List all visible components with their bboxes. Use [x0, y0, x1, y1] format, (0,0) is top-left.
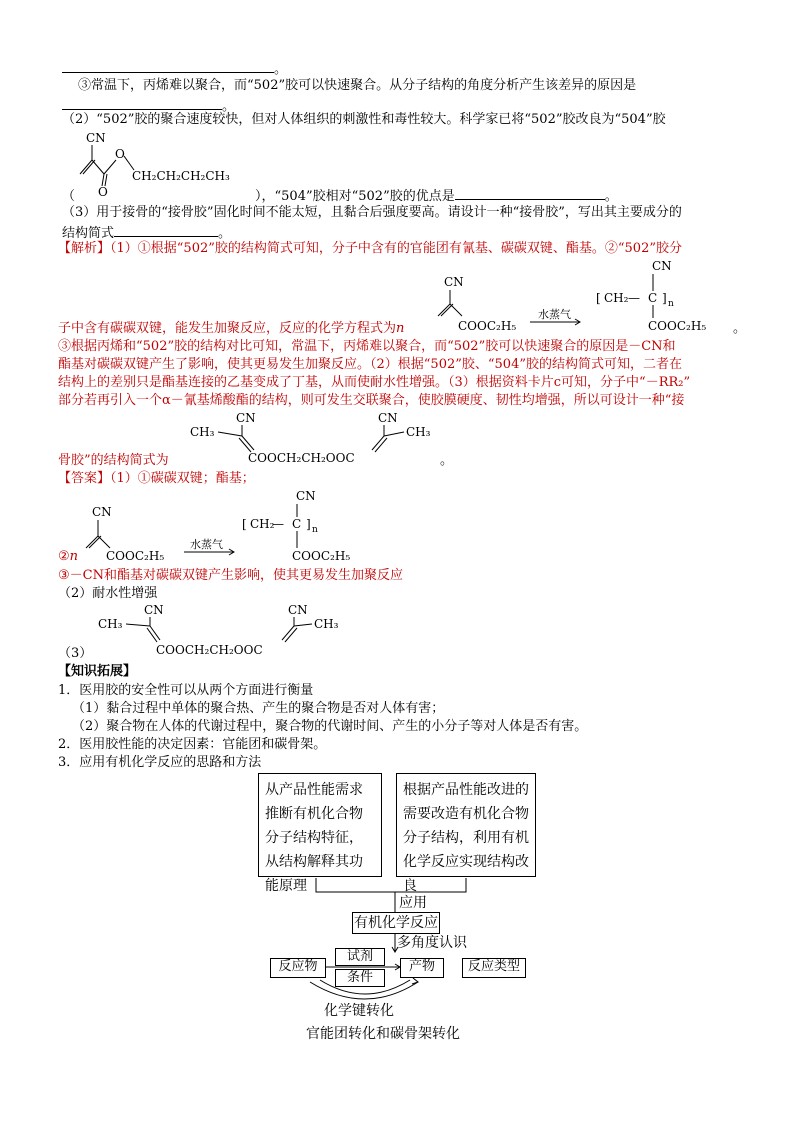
ans-monomer-cn: CN — [92, 505, 112, 519]
ans-polymer-n: n — [312, 525, 318, 535]
knowledge-3: 3．应用有机化学反应的思路和方法 — [58, 755, 262, 770]
cn-label: CN — [86, 131, 106, 145]
answer-line5: （3） — [58, 646, 93, 661]
ans-polymer-ester: COOC₂H₅ — [292, 549, 351, 563]
polymer-cn: CN — [652, 259, 672, 273]
steam-label: 水蒸气 — [538, 308, 571, 321]
diagram-reagent-box: 试剂 — [335, 948, 385, 966]
svg-text:[: [ — [596, 291, 601, 305]
svg-text:]: ] — [306, 517, 311, 531]
cl2-ch3-left: CH₃ — [98, 617, 123, 631]
analysis-eq-end: 。 — [733, 321, 747, 336]
analysis-equation — [420, 258, 740, 338]
cl2-mid: COOCH₂CH₂OOC — [156, 643, 263, 657]
cl2-ch3-right: CH₃ — [314, 617, 339, 631]
ans-monomer-ester: COOC₂H₅ — [106, 549, 165, 563]
diagram-type-box: 反应类型 — [462, 958, 526, 978]
answer-crosslink-structure — [98, 602, 358, 660]
diagram-fg: 官能团转化和碳骨架转化 — [306, 1026, 460, 1042]
answer-line1: 【答案】（1）①碳碳双键；酯基； — [58, 471, 255, 486]
analysis-line1: 【解析】（1）①根据“502”胶的结构简式可知，分子中含有的官能团有氰基、碳碳双键、酯基。②“502”胶分 — [58, 241, 682, 256]
cl2-cn-right: CN — [288, 603, 308, 617]
analysis-line2: 子中含有碳碳双键，能发生加聚反应，反应的化学方程式为n — [58, 321, 405, 336]
ans-polymer-c: C — [292, 517, 302, 531]
knowledge-title: 【知识拓展】 — [58, 664, 137, 679]
answer-line3: ③－CN和酯基对碳碳双键产生影响，使其更易发生加聚反应 — [58, 568, 403, 583]
butyl-label: CH₂CH₂CH₂CH₃ — [132, 169, 230, 183]
diagram-right-box: 根据产品性能改进的需要改造有机化合物分子结构，利用有机化学反应实现结构改良 — [396, 773, 536, 877]
cl1-mid: COOCH₂CH₂OOC — [248, 451, 355, 465]
svg-text:]: ] — [662, 291, 667, 305]
q3-line2: 结构简式 。 — [62, 222, 231, 243]
diagram-bond: 化学键转化 — [324, 1003, 394, 1019]
diagram-apply: 应用 — [399, 895, 427, 911]
knowledge-2: 2．医用胶性能的决定因素：官能团和碳骨架。 — [58, 737, 327, 752]
analysis-crosslink-structure — [190, 408, 460, 470]
analysis-line3: ③根据丙烯和“502”胶的结构对比可知，常温下，丙烯难以聚合，而“502”胶可以快速聚合的原因是－CN和 — [58, 339, 676, 354]
diagram-reactant-box: 反应物 — [270, 958, 326, 978]
cl1-cn-right: CN — [378, 411, 398, 425]
ans-steam-label: 水蒸气 — [190, 538, 223, 551]
analysis-line4: 酯基对碳碳双键产生了影响，使其更易发生加聚反应。（2）根据“502”胶、“504”胶的结构简式可知，二者在 — [58, 357, 682, 372]
polymer-ch2: CH₂ — [604, 291, 629, 305]
diagram-product-box: 产物 — [400, 958, 444, 978]
monomer-cn: CN — [444, 275, 464, 289]
diagram-condition-box: 条件 — [335, 969, 385, 987]
monomer-ester: COOC₂H₅ — [458, 319, 517, 333]
ans-polymer-ch2: CH₂ — [250, 517, 275, 531]
q1-item3: ③常温下，丙烯难以聚合，而“502”胶可以快速聚合。从分子结构的角度分析产生该差异的原因是 — [78, 78, 637, 93]
q2-line1: （2）“502”胶的聚合速度较快，但对人体组织的刺激性和毒性较大。科学家已将“502”胶改良为“504”胶 — [62, 112, 666, 127]
analysis-end-mark: 。 — [440, 453, 454, 468]
svg-text:—: — — [272, 517, 284, 531]
diagram-reaction-box: 有机化学反应 — [352, 912, 440, 934]
diagram-multi: 多角度认识 — [397, 935, 467, 951]
q3-line1: （3）用于接骨的“接骨胶”固化时间不能太短，且黏合后强度要高。请设计一种“接骨胶”，写出其主要成分的 — [62, 205, 682, 220]
svg-text:[: [ — [242, 517, 247, 531]
svg-text:—: — — [628, 291, 640, 305]
analysis-line5: 结构上的差别只是酯基连接的乙基变成了丁基，从而使耐水性增强。（3）根据资料卡片c可知，分子中“－RR₂” — [58, 375, 691, 390]
cl1-ch3-left: CH₃ — [190, 425, 215, 439]
knowledge-1a: （1）黏合过程中单体的聚合热、产生的聚合物是否对人体有害； — [72, 701, 445, 716]
cl1-ch3-right: CH₃ — [406, 425, 431, 439]
q2-line2: （ ），“504”胶相对“502”胶的优点是 。 — [62, 185, 618, 206]
cl2-cn-left: CN — [144, 603, 164, 617]
analysis-line7: 骨胶”的结构简式为 — [58, 453, 169, 468]
q1-item3-blank: 。 — [62, 95, 235, 116]
analysis-line6: 部分若再引入一个α－氰基烯酸酯的结构，则可发生交联聚合，使胶膜硬度、韧性均增强，所以可设计一种“接 — [58, 393, 685, 408]
knowledge-1: 1．医用胶的安全性可以从两个方面进行衡量 — [58, 683, 314, 698]
cl1-cn-left: CN — [236, 411, 256, 425]
carbonyl-o: O — [98, 185, 108, 198]
ans-polymer-cn: CN — [296, 489, 316, 503]
diagram-left-box: 从产品性能需求推断有机化合物分子结构特征，从结构解释其功能原理 — [258, 773, 382, 877]
knowledge-1b: （2）聚合物在人体的代谢过程中，聚合物的代谢时间、产生的小分子等对人体是否有害。 — [72, 719, 588, 734]
answer-equation — [56, 488, 396, 568]
polymer-c: C — [648, 291, 658, 305]
answer-line2: ②n — [58, 549, 79, 564]
answer-line4: （2）耐水性增强 — [58, 586, 158, 601]
top-blank-line: 。 — [62, 58, 287, 79]
polymer-n: n — [668, 299, 674, 309]
ester-o: O — [115, 147, 125, 161]
polymer-ester: COOC₂H₅ — [648, 319, 707, 333]
